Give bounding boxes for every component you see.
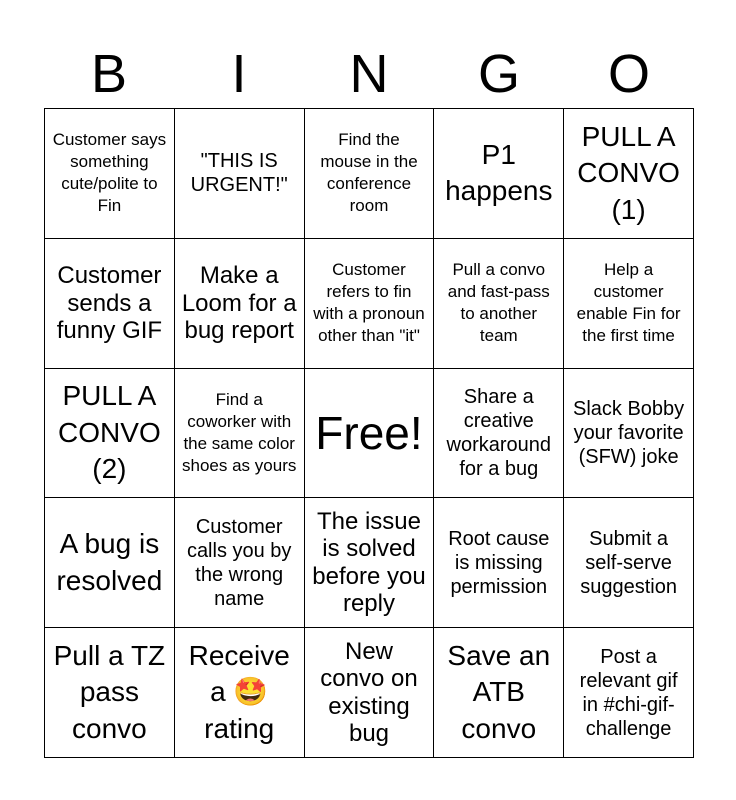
bingo-cell[interactable] [305, 239, 435, 369]
bingo-cell[interactable] [45, 109, 175, 239]
bingo-cell[interactable] [434, 628, 564, 758]
bingo-cell[interactable] [45, 628, 175, 758]
cell-text: Save an ATB convo [447, 640, 551, 744]
cell-text: Find a coworker with the same color shoes as yours [182, 389, 297, 476]
header-letter-g: G [477, 44, 520, 104]
bingo-cell[interactable] [564, 239, 694, 369]
bingo-cell[interactable] [305, 628, 435, 758]
bingo-cell[interactable] [175, 498, 305, 628]
bingo-cell[interactable] [175, 628, 305, 758]
cell-text: The issue is solved before you reply [312, 508, 426, 618]
header-letter-b: B [90, 44, 128, 104]
cell-text: Post a relevant gif in #chi-gif-challenge [579, 645, 678, 740]
free-cell-text: Free! [315, 406, 423, 459]
bingo-cell[interactable] [45, 498, 175, 628]
bingo-cell[interactable] [564, 369, 694, 499]
bingo-cell[interactable] [564, 109, 694, 239]
bingo-cell[interactable] [175, 109, 305, 239]
bingo-cell[interactable] [434, 498, 564, 628]
bingo-cell[interactable] [175, 369, 305, 499]
bingo-cell[interactable] [175, 239, 305, 369]
header-letter-o: O [607, 44, 650, 104]
cell-text: Customer says something cute/polite to Fin [52, 130, 167, 216]
header-letter-i: I [231, 44, 247, 104]
bingo-cell[interactable] [305, 109, 435, 239]
cell-text: Customer refers to fin with a pronoun other than "it" [313, 260, 425, 346]
bingo-cell[interactable] [45, 369, 175, 499]
bingo-cell[interactable] [305, 498, 435, 628]
cell-text: Customer sends a funny GIF [56, 262, 163, 344]
cell-text: Slack Bobby your favorite (SFW) joke [573, 397, 685, 468]
cell-text: New convo on existing bug [320, 637, 418, 747]
bingo-cell[interactable] [434, 239, 564, 369]
header-letter-n: N [349, 44, 389, 104]
cell-text: Share a creative workaround for a bug [446, 385, 552, 480]
cell-text: P1 happens [445, 139, 553, 207]
cell-text: Receive a 🤩 rating [188, 640, 290, 744]
cell-text: Help a customer enable Fin for the first time [576, 260, 681, 346]
bingo-cell[interactable] [434, 109, 564, 239]
cell-text: Find the mouse in the conference room [320, 130, 418, 216]
bingo-header [44, 40, 694, 108]
bingo-board [44, 108, 694, 758]
cell-text: PULL A CONVO (2) [58, 380, 161, 485]
bingo-cell[interactable] [564, 498, 694, 628]
cell-text: Pull a convo and fast-pass to another team [447, 260, 550, 346]
cell-text: PULL A CONVO (1) [577, 120, 680, 225]
bingo-cell[interactable] [564, 628, 694, 758]
cell-text: "THIS IS URGENT!" [190, 150, 288, 197]
bingo-cell[interactable] [434, 369, 564, 499]
bingo-free-cell[interactable] [305, 369, 435, 499]
cell-text: Make a Loom for a bug report [181, 262, 297, 344]
cell-text: Root cause is missing permission [448, 527, 550, 598]
cell-text: Submit a self-serve suggestion [580, 527, 677, 598]
cell-text: A bug is resolved [56, 528, 163, 596]
bingo-cell[interactable] [45, 239, 175, 369]
cell-text: Customer calls you by the wrong name [186, 515, 292, 610]
cell-text: Pull a TZ pass convo [53, 640, 166, 744]
